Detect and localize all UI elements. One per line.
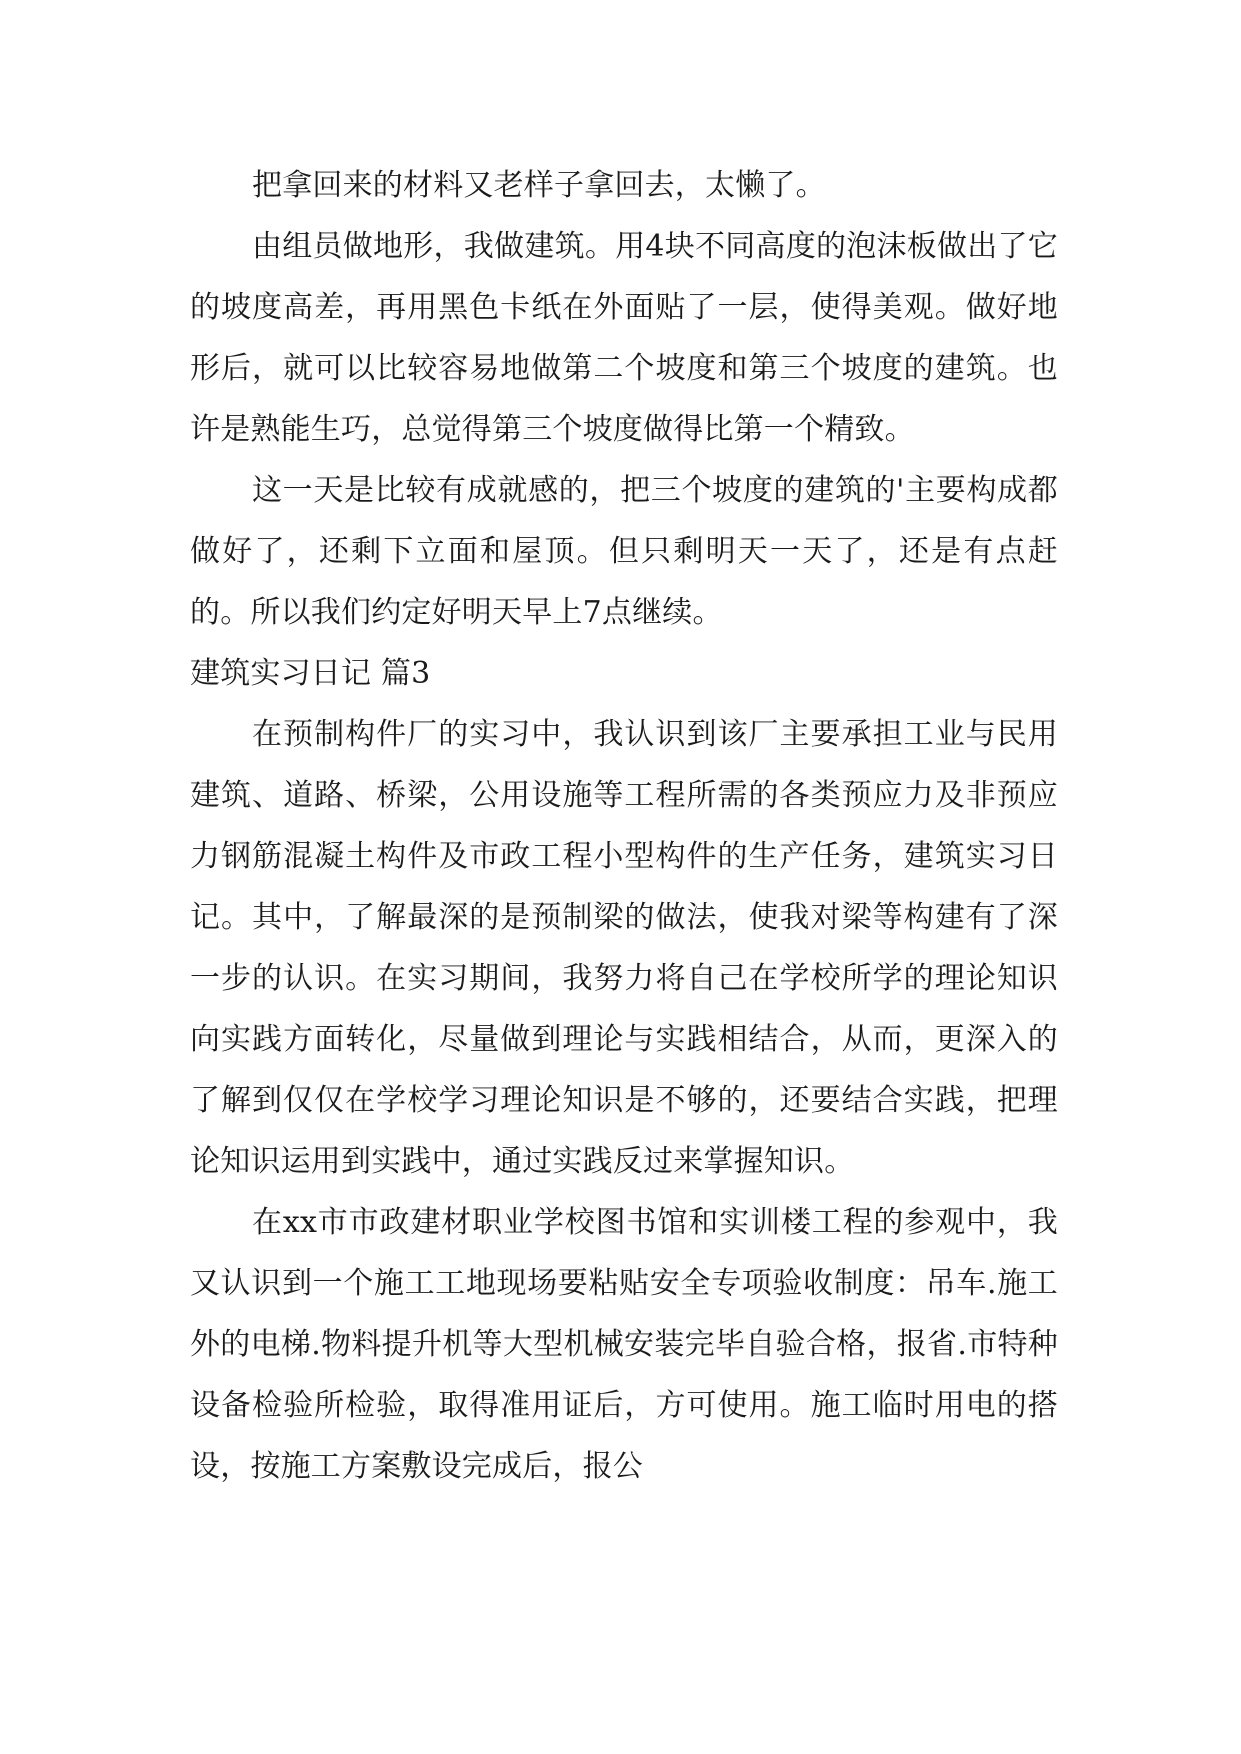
section-heading: 建筑实习日记 篇3 [190, 656, 431, 691]
document-body [190, 155, 1058, 1497]
paragraph-3: 这一天是比较有成就感的，把三个坡度的建筑的'主要构成都做好了，还剩下立面和屋顶。但只剩明天一天了，还是有点赶的。所以我们约定好明天早上7点继续。 [190, 473, 1058, 630]
paragraph-4: 在预制构件厂的实习中，我认识到该厂主要承担工业与民用建筑、道路、桥梁，公用设施等工程所需的各类预应力及非预应力钢筋混凝土构件及市政工程小型构件的生产任务，建筑实习日记。其中，了解最深的是预制梁的做法，使我对梁等构建有了深一步的认识。在实习期间，我努力将自己在学校所学的理论知识向实践方面转化，尽量做到理论与实践相结合，从而，更深入的了解到仅仅在学校学习理论知识是不够的，还要结合实践，把理论知识运用到实践中，通过实践反过来掌握知识。 [190, 717, 1058, 1179]
paragraph-2: 由组员做地形，我做建筑。用4块不同高度的泡沫板做出了它的坡度高差，再用黑色卡纸在外面贴了一层，使得美观。做好地形后，就可以比较容易地做第二个坡度和第三个坡度的建筑。也许是熟能生巧，总觉得第三个坡度做得比第一个精致。 [190, 229, 1058, 447]
paragraph-5: 在xx市市政建材职业学校图书馆和实训楼工程的参观中，我又认识到一个施工工地现场要粘贴安全专项验收制度：吊车.施工外的电梯.物料提升机等大型机械安装完毕自验合格，报省.市特种设备检验所检验，取得准用证后，方可使用。施工临时用电的搭设，按施工方案敷设完成后，报公 [190, 1205, 1058, 1484]
paragraph-1: 把拿回来的材料又老样子拿回去，太懒了。 [252, 168, 826, 203]
